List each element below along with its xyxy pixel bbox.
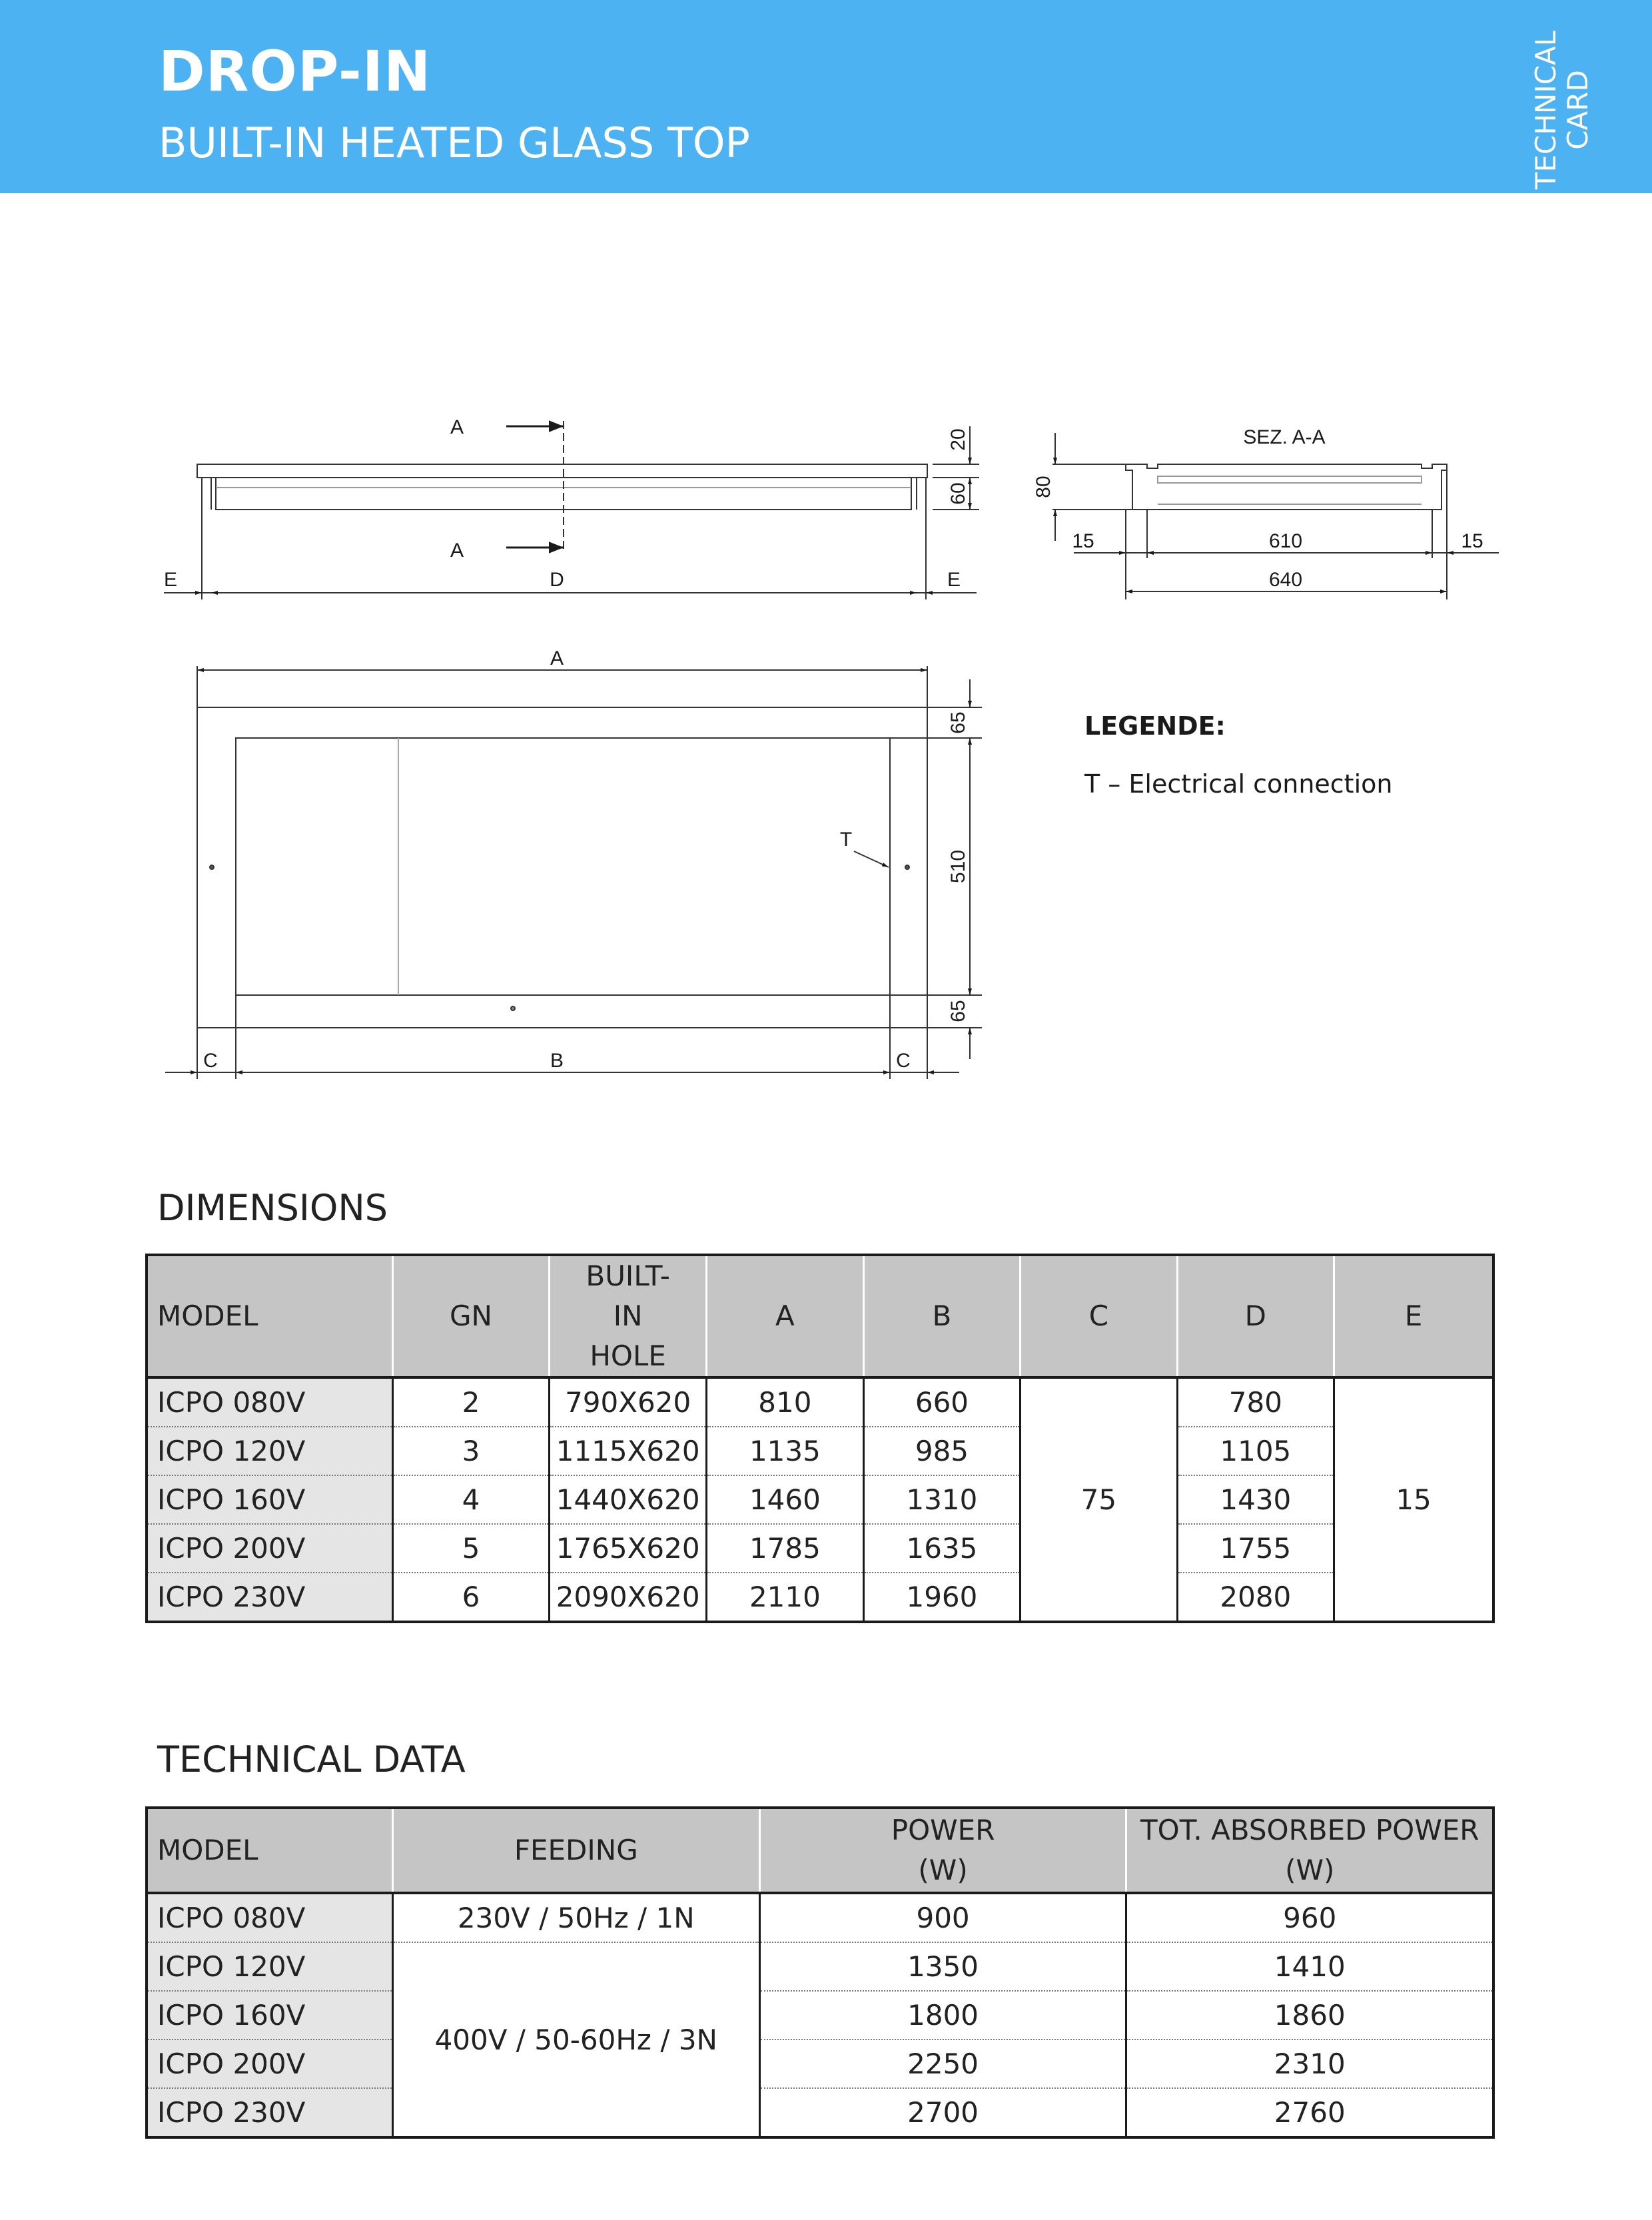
col-c: C bbox=[1021, 1255, 1177, 1377]
model-cell: ICPO 080V bbox=[147, 1893, 392, 1942]
model-cell: ICPO 160V bbox=[147, 1475, 392, 1524]
table-row bbox=[147, 1475, 1493, 1524]
b-cell: 1960 bbox=[863, 1573, 1021, 1622]
power-cell: 2250 bbox=[759, 2039, 1126, 2088]
technical-data-title: TECHNICAL DATA bbox=[157, 1738, 466, 1780]
dim-bottom-margin: 65 bbox=[947, 1000, 969, 1022]
e-cell: 15 bbox=[1334, 1377, 1493, 1622]
hole-cell: 1765X620 bbox=[550, 1524, 707, 1573]
table-row bbox=[147, 1524, 1493, 1573]
table-row bbox=[147, 1893, 1493, 1942]
d-cell: 780 bbox=[1177, 1377, 1334, 1427]
page-subtitle: BUILT-IN HEATED GLASS TOP bbox=[159, 119, 750, 167]
dim-frame-height: 60 bbox=[947, 482, 969, 505]
power-cell: 900 bbox=[759, 1893, 1126, 1942]
col-built-in-hole: BUILT-IN HOLE bbox=[550, 1255, 707, 1377]
section-dim-inner: 610 bbox=[1268, 530, 1303, 552]
c-cell: 75 bbox=[1021, 1377, 1177, 1622]
d-cell: 1105 bbox=[1177, 1427, 1334, 1475]
model-cell: ICPO 080V bbox=[147, 1377, 392, 1427]
gn-cell: 6 bbox=[392, 1573, 549, 1622]
dim-inner-height: 510 bbox=[947, 849, 969, 884]
col-model: MODEL bbox=[147, 1255, 392, 1377]
section-dim-left: 15 bbox=[1072, 530, 1094, 552]
technical-header-row bbox=[147, 1808, 1493, 1893]
col-e: E bbox=[1334, 1255, 1493, 1377]
top-view-labels bbox=[203, 647, 969, 1072]
table-row bbox=[147, 1991, 1493, 2039]
model-cell: ICPO 200V bbox=[147, 1524, 392, 1573]
dim-a: A bbox=[550, 647, 564, 669]
gn-cell: 4 bbox=[392, 1475, 549, 1524]
hole-cell: 1115X620 bbox=[550, 1427, 707, 1475]
a-cell: 2110 bbox=[707, 1573, 864, 1622]
dim-d: D bbox=[550, 569, 564, 591]
top-view bbox=[165, 666, 982, 1079]
hole-cell: 2090X620 bbox=[550, 1573, 707, 1622]
b-cell: 1310 bbox=[863, 1475, 1021, 1524]
feeding-cell: 400V / 50-60Hz / 3N bbox=[392, 1942, 759, 2137]
model-cell: ICPO 120V bbox=[147, 1427, 392, 1475]
col-total-absorbed-power: TOT. ABSORBED POWER (W) bbox=[1126, 1808, 1493, 1893]
legend-title: LEGENDE: bbox=[1084, 711, 1226, 741]
col-b: B bbox=[863, 1255, 1021, 1377]
d-cell: 2080 bbox=[1177, 1573, 1334, 1622]
col-feeding: FEEDING bbox=[392, 1808, 759, 1893]
front-view-labels bbox=[164, 416, 969, 591]
total-power-cell: 1860 bbox=[1126, 1991, 1493, 2039]
col-power: POWER (W) bbox=[759, 1808, 1126, 1893]
dim-c-right: C bbox=[896, 1050, 911, 1072]
col-a: A bbox=[707, 1255, 864, 1377]
dim-b: B bbox=[550, 1050, 564, 1072]
b-cell: 660 bbox=[863, 1377, 1021, 1427]
total-power-cell: 2310 bbox=[1126, 2039, 1493, 2088]
a-cell: 810 bbox=[707, 1377, 864, 1427]
col-d: D bbox=[1177, 1255, 1334, 1377]
section-title: SEZ. A-A bbox=[1243, 426, 1326, 448]
dim-e-right: E bbox=[947, 569, 961, 591]
b-cell: 1635 bbox=[863, 1524, 1021, 1573]
total-power-cell: 960 bbox=[1126, 1893, 1493, 1942]
table-row bbox=[147, 1377, 1493, 1427]
col-model: MODEL bbox=[147, 1808, 392, 1893]
model-cell: ICPO 120V bbox=[147, 1942, 392, 1991]
hole-cell: 790X620 bbox=[550, 1377, 707, 1427]
a-cell: 1460 bbox=[707, 1475, 864, 1524]
d-cell: 1755 bbox=[1177, 1524, 1334, 1573]
dimensions-header-row bbox=[147, 1255, 1493, 1377]
section-marker-bottom: A bbox=[450, 540, 464, 561]
table-row bbox=[147, 1573, 1493, 1622]
power-cell: 1800 bbox=[759, 1991, 1126, 2039]
gn-cell: 5 bbox=[392, 1524, 549, 1573]
dim-c-left: C bbox=[203, 1050, 218, 1072]
model-cell: ICPO 230V bbox=[147, 2088, 392, 2137]
a-cell: 1785 bbox=[707, 1524, 864, 1573]
gn-cell: 2 bbox=[392, 1377, 549, 1427]
side-label-line2: CARD bbox=[1561, 70, 1594, 150]
table-row bbox=[147, 1942, 1493, 1991]
section-view-labels bbox=[1032, 426, 1483, 591]
dimensions-table bbox=[145, 1254, 1495, 1623]
power-cell: 2700 bbox=[759, 2088, 1126, 2137]
feeding-cell: 230V / 50Hz / 1N bbox=[392, 1893, 759, 1942]
section-dim-height: 80 bbox=[1032, 476, 1054, 498]
a-cell: 1135 bbox=[707, 1427, 864, 1475]
table-row bbox=[147, 2088, 1493, 2137]
model-cell: ICPO 230V bbox=[147, 1573, 392, 1622]
power-cell: 1350 bbox=[759, 1942, 1126, 1991]
dimensions-title: DIMENSIONS bbox=[157, 1187, 388, 1229]
dim-top-thickness: 20 bbox=[947, 428, 969, 451]
section-marker-top: A bbox=[450, 416, 464, 438]
table-row bbox=[147, 2039, 1493, 2088]
table-row bbox=[147, 1427, 1493, 1475]
dim-top-margin: 65 bbox=[947, 711, 969, 734]
front-view bbox=[164, 421, 979, 599]
page-title: DROP-IN bbox=[159, 39, 432, 104]
section-dim-total: 640 bbox=[1268, 569, 1303, 591]
legend-item: T – Electrical connection bbox=[1084, 769, 1393, 799]
dim-e-left: E bbox=[163, 569, 178, 591]
model-cell: ICPO 160V bbox=[147, 1991, 392, 2039]
col-gn: GN bbox=[392, 1255, 549, 1377]
side-label-line1: TECHNICAL bbox=[1529, 30, 1562, 190]
hole-cell: 1440X620 bbox=[550, 1475, 707, 1524]
d-cell: 1430 bbox=[1177, 1475, 1334, 1524]
gn-cell: 3 bbox=[392, 1427, 549, 1475]
connection-marker: T bbox=[839, 829, 853, 851]
model-cell: ICPO 200V bbox=[147, 2039, 392, 2088]
technical-data-table bbox=[145, 1806, 1495, 2139]
total-power-cell: 1410 bbox=[1126, 1942, 1493, 1991]
total-power-cell: 2760 bbox=[1126, 2088, 1493, 2137]
section-dim-right: 15 bbox=[1461, 530, 1483, 552]
b-cell: 985 bbox=[863, 1427, 1021, 1475]
